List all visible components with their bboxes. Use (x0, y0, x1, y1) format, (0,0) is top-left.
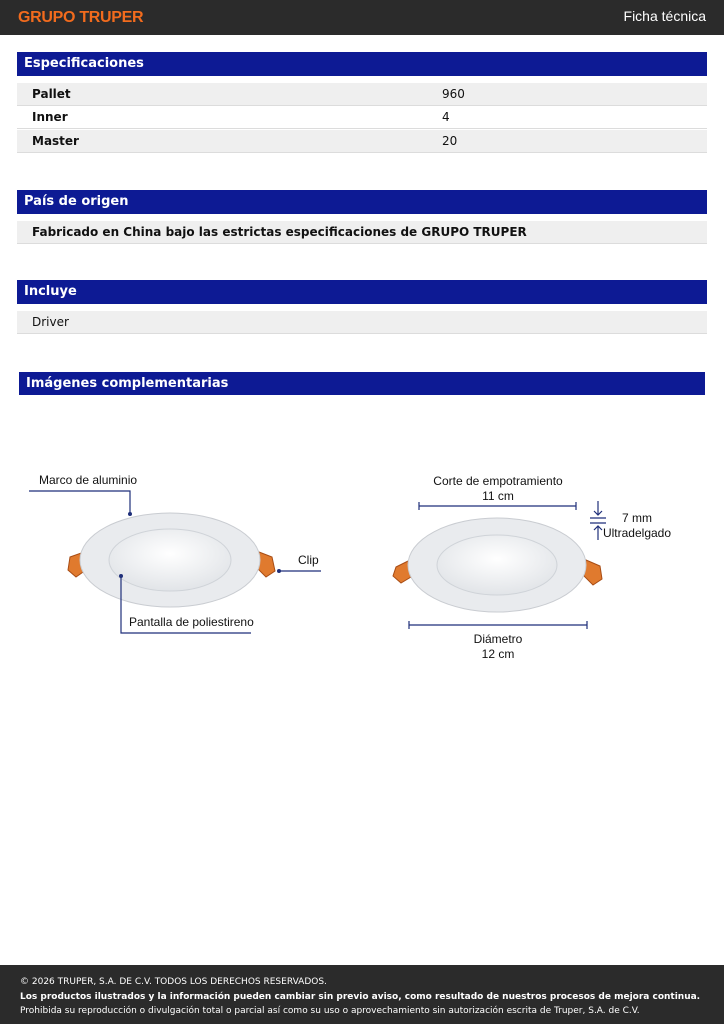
spec-row-pallet (17, 83, 707, 106)
right-diagram (393, 474, 671, 661)
spec-label: Pallet (32, 87, 71, 101)
polystyrene-screen (109, 529, 231, 591)
spec-value: 4 (442, 110, 450, 124)
clip-leader-dot (277, 569, 281, 573)
clip-right-right (584, 560, 602, 585)
frame-label: Marco de aluminio (39, 473, 138, 487)
thickness-value: 7 mm (622, 511, 652, 525)
origin-row (17, 221, 707, 244)
specs-section-header: Especificaciones (17, 52, 707, 76)
includes-row (17, 311, 707, 334)
origin-text: Fabricado en China bajo las estrictas especificaciones de GRUPO TRUPER (32, 225, 527, 239)
top-bar (0, 0, 724, 35)
frame-leader-line (29, 491, 130, 514)
spec-row-master (17, 130, 707, 153)
screen-label: Pantalla de poliestireno (129, 615, 254, 629)
diameter-value: 12 cm (481, 647, 515, 661)
images-section-header: Imágenes complementarias (19, 372, 705, 395)
product-diagrams (0, 400, 724, 700)
spec-row-inner (17, 106, 707, 129)
screen-leader-dot (119, 574, 123, 578)
thickness-label: Ultradelgado (602, 526, 672, 540)
footer-notice: Los productos ilustrados y la información pueden cambiar sin previo aviso, como resultado de nuestros procesos de mejora continua. (20, 991, 701, 1002)
cut-dimension-line (419, 502, 576, 510)
footer (0, 965, 724, 1024)
footer-legal: Prohibida su reproducción o divulgación total o parcial así como su uso o aprovechamiento sin autorización escrita de Truper, S.A. de C.V. (20, 1006, 640, 1016)
document-title: Ficha técnica (623, 8, 706, 24)
footer-copyright: © 2026 TRUPER, S.A. DE C.V. TODOS LOS DERECHOS RESERVADOS. (20, 977, 327, 987)
spec-value: 960 (442, 87, 465, 101)
brand-logo: GRUPO TRUPER (18, 9, 144, 26)
clip-label: Clip (298, 553, 319, 567)
spec-label: Master (32, 134, 79, 148)
polystyrene-screen (437, 535, 557, 595)
includes-section-header: Incluye (17, 280, 707, 304)
includes-text: Driver (32, 315, 69, 329)
left-diagram (29, 473, 321, 633)
spec-value: 20 (442, 134, 458, 148)
cut-label: Corte de empotramiento (433, 474, 563, 488)
frame-leader-dot (128, 512, 132, 516)
cut-value: 11 cm (482, 489, 514, 503)
spec-label: Inner (32, 110, 68, 124)
origin-section-header: País de origen (17, 190, 707, 214)
diameter-label: Diámetro (473, 632, 523, 646)
diameter-dimension-line (409, 621, 587, 629)
